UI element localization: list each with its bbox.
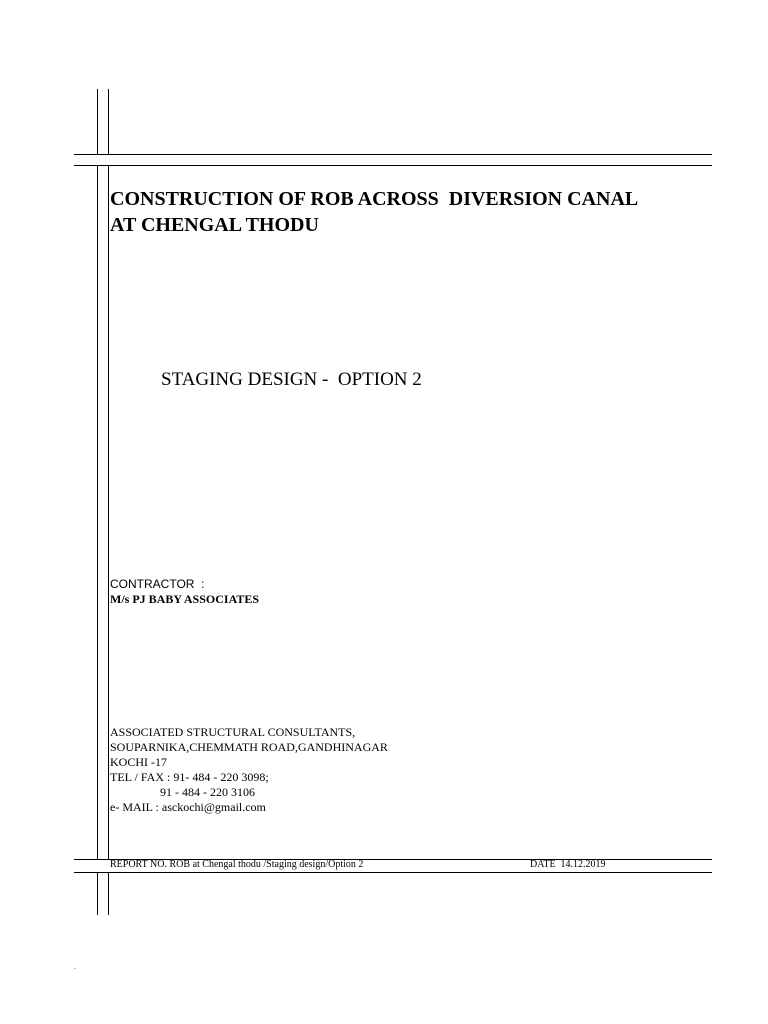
consultant-address-block (110, 725, 388, 815)
consultant-line: ASSOCIATED STRUCTURAL CONSULTANTS, (110, 725, 356, 739)
report-number: REPORT NO. ROB at Chengal thodu /Staging design/Option 2 (110, 859, 364, 870)
consultant-phone-line: TEL / FAX : 91- 484 - 220 3098; (110, 770, 269, 784)
report-date: DATE 14.12.2019 (530, 859, 606, 870)
consultant-line: SOUPARNIKA,CHEMMATH ROAD,GANDHINAGAR (110, 740, 388, 754)
title-line: CONSTRUCTION OF ROB ACROSS DIVERSION CANAL (110, 188, 639, 210)
title-line: AT CHENGAL THODU (110, 214, 319, 236)
consultant-line: KOCHI -17 (110, 755, 167, 769)
document-subtitle: STAGING DESIGN - OPTION 2 (161, 369, 422, 390)
contractor-name: M/s PJ BABY ASSOCIATES (110, 592, 260, 606)
consultant-email-line: e- MAIL : asckochi@gmail.com (110, 800, 266, 814)
stray-mark: . (74, 962, 76, 971)
document-title (110, 186, 720, 238)
contractor-label: CONTRACTOR : (110, 577, 205, 591)
consultant-phone-line: 91 - 484 - 220 3106 (160, 785, 255, 799)
